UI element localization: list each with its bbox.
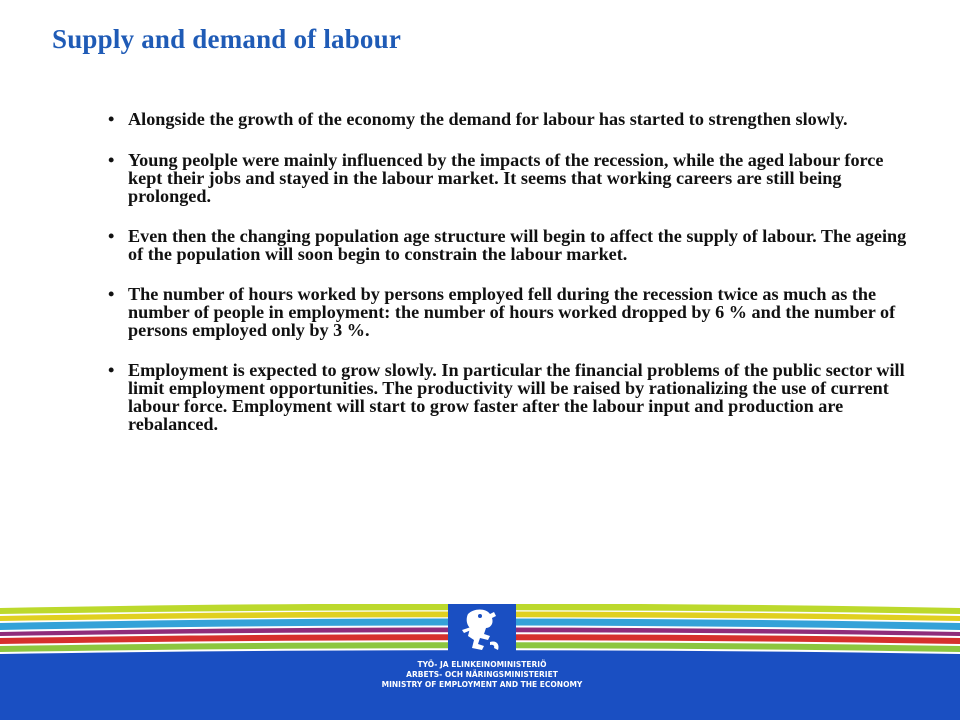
bullet-marker: • [108, 284, 115, 304]
slide-title: Supply and demand of labour [52, 24, 402, 54]
ministry-name-english: MINISTRY OF EMPLOYMENT AND THE ECONOMY [381, 680, 583, 689]
bullet-text: Even then the changing population age structure will begin to affect the supply of labour. The ageing of the population will soon begin to constrain the labour market. [128, 226, 907, 264]
ministry-name-finnish: TYÖ- JA ELINKEINOMINISTERIÖ [417, 660, 547, 669]
bullet-text: Alongside the growth of the economy the demand for labour has started to strengthen slowly. [128, 109, 848, 129]
bullet-marker: • [108, 360, 115, 380]
bullet-list [108, 110, 918, 455]
ministry-name [372, 660, 592, 690]
bullet-marker: • [108, 150, 115, 170]
bullet-marker: • [108, 109, 115, 129]
bullet-item [108, 227, 918, 263]
ministry-name-swedish: ARBETS- OCH NÄRINGSMINISTERIET [406, 670, 558, 679]
bullet-text: The number of hours worked by persons employed fell during the recession twice as much as the number of people in employment: the number of hours worked dropped by 6 % and the number of persons employed only by 3 %. [128, 284, 896, 340]
finnish-lion-crest-icon [460, 606, 504, 656]
bullet-item [108, 285, 918, 339]
bullet-item [108, 110, 918, 128]
bullet-text: Young peolple were mainly influenced by the impacts of the recession, while the aged labour force kept their jobs and stayed in the labour market. It seems that working careers are still being prolonged. [128, 150, 884, 206]
bullet-item [108, 361, 918, 433]
bullet-item [108, 151, 918, 205]
bullet-text: Employment is expected to grow slowly. In particular the financial problems of the public sector will limit employment opportunities. The productivity will be raised by rationalizing the use of current labour force. Employment will start to grow faster after the labour input and production are rebalanced. [128, 360, 905, 434]
bullet-marker: • [108, 226, 115, 246]
